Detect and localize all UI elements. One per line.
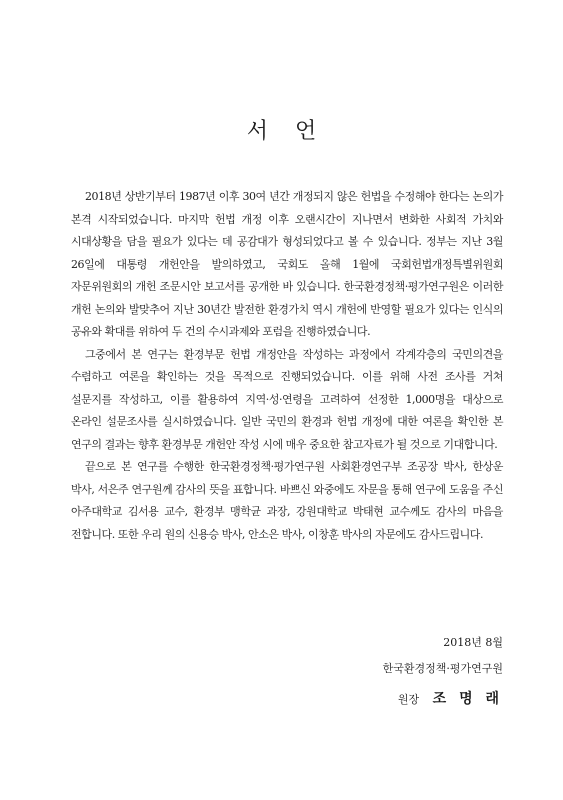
signature-line xyxy=(383,686,503,713)
document-title: 서 언 xyxy=(246,119,327,144)
paragraph-1: 2018년 상반기부터 1987년 이후 30여 년간 개정되지 않은 헌법을 수정해야 한다는 논의가 본격 시작되었습니다. 마지막 헌법 개정 이후 오랜시간이 지나면서 변화한 사회적 가치와 시대상황을 담을 필요가 있다는 데 공감대가 형성되었다고 볼 수 있습니다. 정부는 지난 3월 26일에 대통령 개헌안을 발의하였고, 국회도 올해 1월에 국회헌법개정특별위원회 자문위원회의 개헌 조문시안 보고서를 공개한 바 있습니다. 한국환경정책·평가연구원은 이러한 개헌 논의와 발맞추어 지난 30년간 발전한 환경가치 역시 개헌에 반영할 필요가 있다는 인식의 공유와 확대를 위하여 두 건의 수시과제와 포럼을 진행하였습니다. xyxy=(71,190,503,338)
signature-block xyxy=(383,630,503,713)
document-body xyxy=(71,186,503,546)
paragraph-3: 끝으로 본 연구를 수행한 한국환경정책·평가연구원 사회환경연구부 조공장 박사, 한상운 박사, 서은주 연구원께 감사의 뜻을 표합니다. 바쁘신 와중에도 자문을 통해 연구에 도움을 주신 아주대학교 김서용 교수, 환경부 맹학균 과장, 강원대학교 박태현 교수께도 감사의 마음을 전합니다. 또한 우리 원의 신용승 박사, 안소은 박사, 이창훈 박사의 자문에도 감사드립니다. xyxy=(71,460,503,541)
signature-date: 2018년 8월 xyxy=(443,636,503,649)
paragraph-2: 그중에서 본 연구는 환경부문 헌법 개정안을 작성하는 과정에서 각계각층의 국민의견을 수렴하고 여론을 확인하는 것을 목적으로 진행되었습니다. 이를 위해 사전 조사를 거쳐 설문지를 작성하고, 이를 활용하여 지역·성·연령을 고려하여 선정한 1,000명을 대상으로 온라인 설문조사를 실시하였습니다. 일반 국민의 환경과 헌법 개정에 대한 여론을 확인한 본 연구의 결과는 향후 환경부문 개헌안 작성 시에 매우 중요한 참고자료가 될 것으로 기대합니다. xyxy=(71,347,503,451)
signature-organization: 한국환경정책·평가연구원 xyxy=(382,662,503,675)
signature-name: 조 명 래 xyxy=(432,691,503,707)
signature-role: 원장 xyxy=(397,693,420,706)
